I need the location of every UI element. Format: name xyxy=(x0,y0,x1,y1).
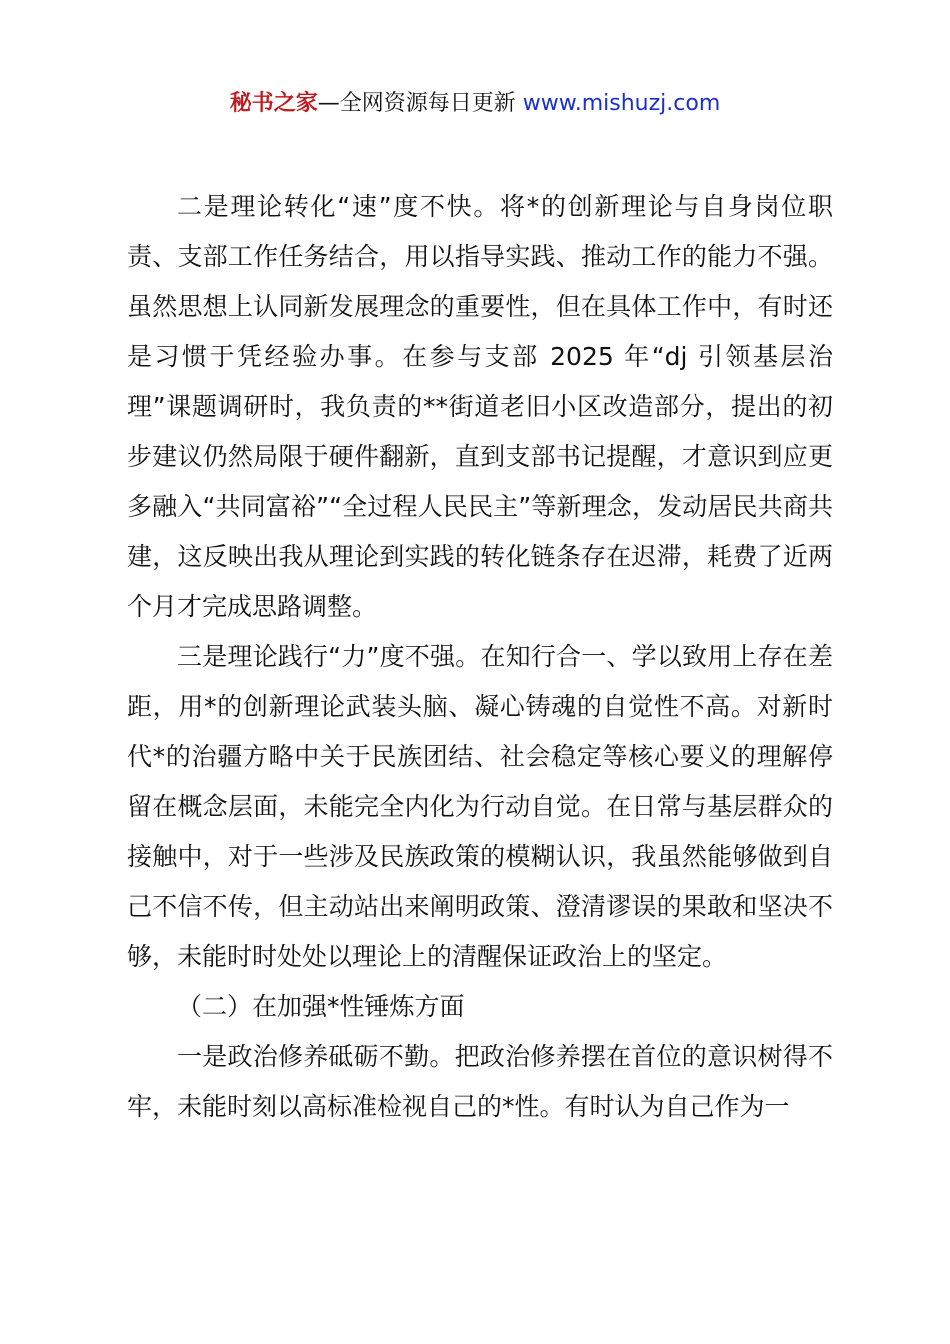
page-header xyxy=(0,88,950,120)
paragraph-theory-transformation: 二是理论转化“速”度不快。将*的创新理论与自身岗位职责、支部工作任务结合，用以指导实践、推动工作的能力不强。虽然思想上认同新发展理念的重要性，但在具体工作中，有时还是习惯于凭经验办事。在参与支部 2025 年“dj 引领基层治理”课题调研时，我负责的**街道老旧小区改造部分，提出的初步建议仍然局限于硬件翻新，直到支部书记提醒，才意识到应更多融入“共同富裕”“全过程人民民主”等新理念，发动居民共商共建，这反映出我从理论到实践的转化链条存在迟滞，耗费了近两个月才完成思路调整。 xyxy=(127,192,833,621)
section-heading: （二）在加强*性锤炼方面 xyxy=(177,992,465,1021)
document-body xyxy=(127,182,833,1132)
paragraph-political-cultivation: 一是政治修养砥砺不勤。把政治修养摆在首位的意识树得不牢，未能时刻以高标准检视自己的*性。有时认为自己作为一 xyxy=(127,1042,833,1121)
header-tagline: —全网资源每日更新 xyxy=(317,91,516,116)
paragraph-theory-practice: 三是理论践行“力”度不强。在知行合一、学以致用上存在差距，用*的创新理论武装头脑、凝心铸魂的自觉性不高。对新时代*的治疆方略中关于民族团结、社会稳定等核心要义的理解停留在概念层面，未能完全内化为行动自觉。在日常与基层群众的接触中，对于一些涉及民族政策的模糊认识，我虽然能够做到自己不信不传，但主动站出来阐明政策、澄清谬误的果敢和坚决不够，未能时时处处以理论上的清醒保证政治上的坚定。 xyxy=(127,642,833,971)
site-url-link[interactable]: www.mishuzj.com xyxy=(522,91,721,116)
brand-name: 秘书之家 xyxy=(229,91,318,116)
